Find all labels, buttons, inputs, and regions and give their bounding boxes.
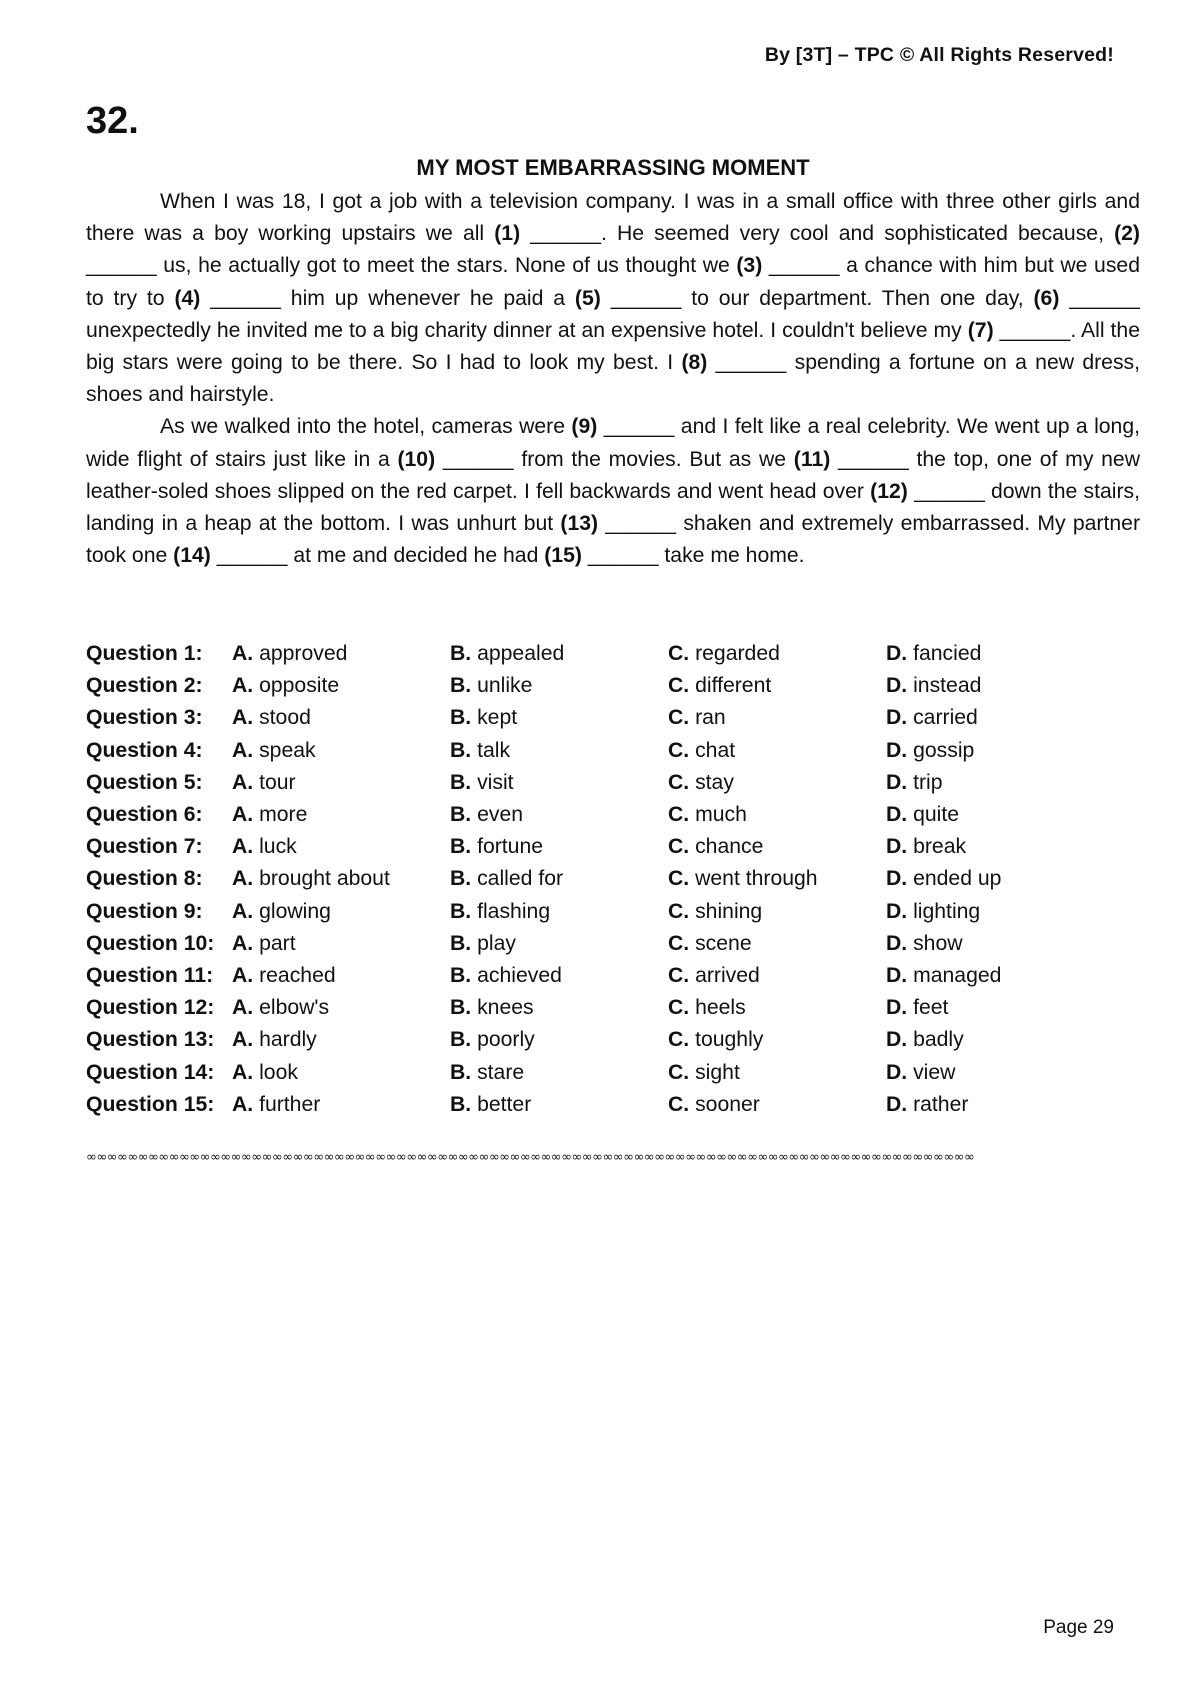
question-row [86,831,1146,863]
option-c[interactable] [668,1056,886,1088]
option-b[interactable] [450,831,668,863]
passage-text: . He seemed very cool and sophisticated because, [600,222,1115,246]
option-letter: B. [450,1092,472,1116]
option-text: fortune [471,835,544,859]
option-text: stare [471,1060,525,1084]
option-letter: D. [886,1092,908,1116]
passage-text: unexpectedly he invited me to a big charity dinner at an expensive hotel. I couldn't believe my [86,318,968,342]
blank-line: ______ [605,512,677,536]
blank-number: (5) [574,286,601,310]
option-text: carried [907,706,978,730]
option-b[interactable] [450,896,668,928]
passage-text: When I was 18, I got a job with a television company. I was in a small office with three other girls and there was a boy working upstairs we all [86,190,1140,246]
option-letter: D. [886,899,908,923]
question-row [86,928,1146,960]
option-text: talk [471,738,511,762]
option-letter: D. [886,674,908,698]
option-letter: B. [450,1060,472,1084]
copyright-header: By [3T] – TPC © All Rights Reserved! [764,44,1114,66]
option-d[interactable] [886,735,1146,767]
option-text: chat [689,738,736,762]
option-letter: D. [886,867,908,891]
question-row [86,1056,1146,1088]
option-a[interactable] [232,702,450,734]
option-letter: B. [450,738,472,762]
option-a[interactable] [232,896,450,928]
option-b[interactable] [450,638,668,670]
question-label: Question 3: [86,706,203,730]
question-row [86,1089,1146,1121]
option-a[interactable] [232,992,450,1024]
infinity-divider: ∞∞∞∞∞∞∞∞∞∞∞∞∞∞∞∞∞∞∞∞∞∞∞∞∞∞∞∞∞∞∞∞∞∞∞∞∞∞∞∞∞∞∞∞∞∞∞∞∞∞∞∞∞∞∞∞∞∞∞∞∞∞∞∞∞∞∞∞∞∞∞∞∞∞∞∞∞∞∞∞∞∞∞∞∞∞ [86,1150,975,1165]
blank-number: (7) [967,318,994,342]
question-row [86,735,1146,767]
option-d[interactable] [886,638,1146,670]
option-text: fancied [907,642,982,666]
option-letter: C. [668,770,690,794]
blank-number: (3) [736,254,763,278]
option-c[interactable] [668,896,886,928]
option-letter: D. [886,1060,908,1084]
option-text: sooner [689,1092,760,1116]
option-c[interactable] [668,702,886,734]
option-letter: B. [450,674,472,698]
option-b[interactable] [450,863,668,895]
option-letter: D. [886,963,908,987]
question-label: Question 13: [86,1028,215,1052]
question-table [86,638,1146,1121]
option-text: speak [253,738,316,762]
option-letter: B. [450,996,472,1020]
option-letter: A. [232,899,254,923]
paragraph-1 [86,186,1140,411]
option-letter: C. [668,996,690,1020]
question-label: Question 15: [86,1092,215,1116]
option-b[interactable] [450,992,668,1024]
option-letter: C. [668,706,690,730]
option-d[interactable] [886,863,1146,895]
option-text: look [253,1060,298,1084]
option-text: rather [907,1092,969,1116]
option-letter: D. [886,803,908,827]
question-row [86,863,1146,895]
passage-text: and I felt like a real celebrity. We went up a long, wide flight of stairs just like in a [86,415,1141,471]
option-letter: A. [232,738,254,762]
option-c[interactable] [668,831,886,863]
option-text: opposite [253,674,340,698]
blank-line: ______ [530,222,601,246]
option-text: gossip [907,738,975,762]
question-label: Question 9: [86,899,203,923]
blank-number: (11) [793,447,831,471]
option-text: shining [689,899,763,923]
option-text: appealed [471,642,565,666]
option-text: achieved [471,963,562,987]
option-a[interactable] [232,831,450,863]
option-c[interactable] [668,928,886,960]
blank-line: ______ [216,544,288,568]
option-letter: A. [232,835,254,859]
option-b[interactable] [450,1024,668,1056]
option-letter: B. [450,642,472,666]
passage-text: . All the big stars were going to be there. So I had to look my best. I [86,318,1141,375]
option-c[interactable] [668,863,886,895]
question-row [86,702,1146,734]
option-letter: C. [668,835,690,859]
question-label: Question 7: [86,835,203,859]
option-c[interactable] [668,670,886,702]
question-label: Question 10: [86,931,215,955]
option-text: quite [907,803,960,827]
blank-number: (15) [544,544,582,568]
page-number: Page 29 [1043,1617,1114,1638]
option-b[interactable] [450,928,668,960]
option-text: lighting [907,899,981,923]
option-text: toughly [689,1028,764,1052]
blank-number: (14) [173,544,211,568]
passage-text: from the movies. But as we [513,447,794,471]
question-row [86,992,1146,1024]
option-letter: A. [232,803,254,827]
option-text: ended up [907,867,1002,891]
option-text: glowing [253,899,331,923]
question-label: Question 12: [86,996,215,1020]
exercise-number: 32. [86,100,139,142]
blank-line: ______ [838,447,909,471]
passage-text: spending a fortune on a new dress, shoes and hairstyle. [86,351,1141,407]
option-a[interactable] [232,767,450,799]
question-row [86,670,1146,702]
blank-line: ______ [1069,286,1140,310]
option-text: reached [253,963,336,987]
blank-number: (6) [1033,286,1060,310]
option-c[interactable] [668,992,886,1024]
option-letter: D. [886,706,908,730]
option-b[interactable] [450,735,668,767]
option-text: better [471,1092,532,1116]
option-letter: D. [886,996,908,1020]
option-text: play [471,931,516,955]
option-letter: A. [232,1028,254,1052]
option-letter: C. [668,899,690,923]
blank-number: (13) [560,512,599,536]
passage-text: the top, one of my new leather-soled shoes slipped on the red carpet. I fell backwards and went head over [86,447,1141,503]
option-text: even [471,803,524,827]
option-letter: C. [668,674,690,698]
passage-text: shaken and extremely embarrassed. My partner took one [86,512,1140,568]
option-text: stood [253,706,311,730]
option-text: luck [253,835,297,859]
question-row [86,1024,1146,1056]
blank-line: ______ [587,544,659,568]
question-label: Question 2: [86,674,203,698]
option-b[interactable] [450,799,668,831]
option-text: feet [907,996,949,1020]
paragraph-2 [86,411,1140,572]
option-letter: A. [232,1092,254,1116]
question-label: Question 1: [86,642,203,666]
option-letter: D. [886,642,908,666]
passage-text: at me and decided he had [287,544,545,568]
passage-title: MY MOST EMBARRASSING MOMENT [416,155,810,180]
question-row [86,638,1146,670]
question-label: Question 5: [86,770,203,794]
blank-number: (2) [1114,222,1140,246]
option-a[interactable] [232,960,450,992]
option-c[interactable] [668,960,886,992]
option-letter: B. [450,931,472,955]
option-d[interactable] [886,670,1146,702]
option-text: kept [471,706,518,730]
option-text: approved [253,642,348,666]
option-letter: A. [232,674,254,698]
option-letter: C. [668,963,690,987]
option-letter: C. [668,931,690,955]
blank-number: (10) [397,447,436,471]
option-d[interactable] [886,928,1146,960]
option-letter: A. [232,931,254,955]
blank-number: (12) [870,479,908,503]
option-b[interactable] [450,960,668,992]
passage-text: to our department. Then one day, [681,286,1034,310]
option-text: called for [471,867,564,891]
option-a[interactable] [232,638,450,670]
option-letter: D. [886,931,908,955]
blank-line: ______ [86,254,157,278]
option-d[interactable] [886,702,1146,734]
option-c[interactable] [668,735,886,767]
option-text: more [253,803,308,827]
question-label: Question 6: [86,803,203,827]
blank-line: ______ [442,447,514,471]
option-letter: A. [232,963,254,987]
option-c[interactable] [668,638,886,670]
option-d[interactable] [886,1056,1146,1088]
option-letter: B. [450,706,472,730]
option-d[interactable] [886,960,1146,992]
option-a[interactable] [232,928,450,960]
option-letter: C. [668,803,690,827]
option-text: stay [689,770,734,794]
blank-line: ______ [768,254,840,278]
option-letter: B. [450,1028,472,1052]
blank-line: ______ [914,479,985,503]
question-row [86,896,1146,928]
passage-text: us, he actually got to meet the stars. None of us thought we [156,254,737,278]
option-d[interactable] [886,831,1146,863]
option-letter: B. [450,963,472,987]
option-a[interactable] [232,735,450,767]
option-letter: C. [668,1028,690,1052]
option-b[interactable] [450,767,668,799]
option-a[interactable] [232,863,450,895]
option-text: show [907,931,963,955]
option-d[interactable] [886,767,1146,799]
option-text: brought about [253,867,390,891]
blank-line: ______ [210,286,281,310]
option-text: regarded [689,642,780,666]
option-letter: C. [668,867,690,891]
option-a[interactable] [232,670,450,702]
option-text: visit [471,770,514,794]
question-label: Question 11: [86,963,214,987]
option-a[interactable] [232,1024,450,1056]
option-letter: D. [886,738,908,762]
option-letter: A. [232,642,254,666]
option-text: badly [907,1028,964,1052]
option-letter: B. [450,835,472,859]
option-b[interactable] [450,670,668,702]
passage-text: down the stairs, landing in a heap at the bottom. I was unhurt but [86,479,1140,536]
passage-text: take me home. [658,544,805,568]
option-letter: A. [232,996,254,1020]
option-c[interactable] [668,767,886,799]
option-letter: C. [668,1092,690,1116]
question-label: Question 8: [86,867,203,891]
blank-line: ______ [603,415,675,439]
option-c[interactable] [668,1024,886,1056]
option-text: view [907,1060,956,1084]
option-text: poorly [471,1028,535,1052]
option-text: flashing [471,899,551,923]
option-letter: D. [886,1028,908,1052]
blank-number: (9) [571,415,598,439]
option-letter: B. [450,867,472,891]
option-text: hardly [253,1028,317,1052]
option-text: chance [689,835,764,859]
option-letter: A. [232,867,254,891]
option-a[interactable] [232,799,450,831]
option-b[interactable] [450,1089,668,1121]
option-letter: B. [450,803,472,827]
option-letter: A. [232,706,254,730]
option-text: sight [689,1060,740,1084]
option-text: heels [689,996,746,1020]
option-d[interactable] [886,799,1146,831]
passage-text: As we walked into the hotel, cameras were [160,415,572,439]
option-text: part [253,931,296,955]
option-c[interactable] [668,799,886,831]
option-text: break [907,835,967,859]
passage-text: a chance with him but we used to try to [86,254,1140,310]
option-a[interactable] [232,1056,450,1088]
option-text: arrived [689,963,760,987]
option-text: knees [471,996,534,1020]
option-text: much [689,803,747,827]
option-letter: C. [668,642,690,666]
blank-number: (8) [681,351,708,375]
option-letter: A. [232,1060,254,1084]
blank-line: ______ [715,351,787,375]
question-label: Question 4: [86,738,203,762]
option-text: managed [907,963,1002,987]
option-letter: D. [886,770,908,794]
option-d[interactable] [886,896,1146,928]
option-text: elbow's [253,996,330,1020]
question-label: Question 14: [86,1060,215,1084]
option-letter: D. [886,835,908,859]
option-text: scene [689,931,752,955]
option-text: trip [907,770,943,794]
option-letter: A. [232,770,254,794]
blank-number: (4) [174,286,201,310]
option-d[interactable] [886,1024,1146,1056]
option-letter: C. [668,1060,690,1084]
option-text: ran [689,706,726,730]
blank-number: (1) [494,222,521,246]
option-b[interactable] [450,702,668,734]
option-b[interactable] [450,1056,668,1088]
option-d[interactable] [886,1089,1146,1121]
passage-text: him up whenever he paid a [280,286,575,310]
option-a[interactable] [232,1089,450,1121]
reading-passage [86,186,1140,572]
option-text: tour [253,770,296,794]
blank-line: ______ [999,318,1071,342]
option-text: unlike [471,674,533,698]
option-c[interactable] [668,1089,886,1121]
option-letter: B. [450,770,472,794]
option-text: instead [907,674,982,698]
option-text: went through [689,867,818,891]
option-d[interactable] [886,992,1146,1024]
option-text: further [253,1092,321,1116]
option-letter: B. [450,899,472,923]
option-letter: C. [668,738,690,762]
question-row [86,767,1146,799]
question-row [86,799,1146,831]
blank-line: ______ [610,286,682,310]
option-text: different [689,674,772,698]
question-row [86,960,1146,992]
